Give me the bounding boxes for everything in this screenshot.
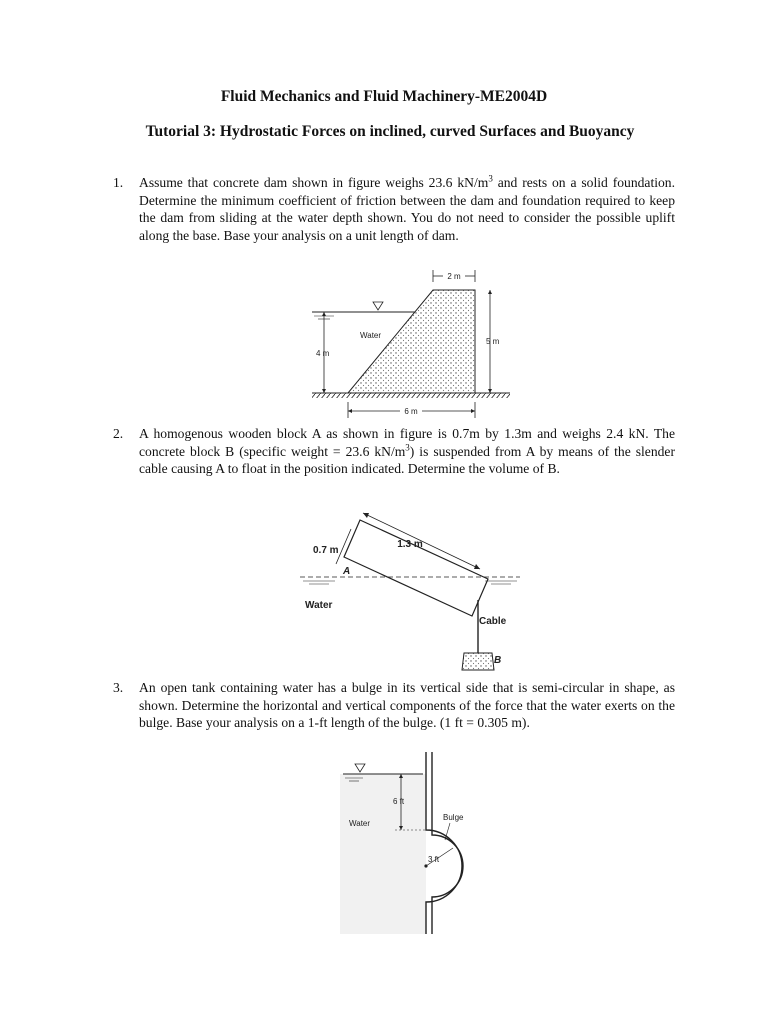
block-water-label: Water: [305, 600, 333, 611]
free-surface-icon: [373, 302, 383, 310]
floating-block-figure: [295, 510, 525, 675]
tank-wall-outer: [432, 752, 463, 934]
cable-label: Cable: [479, 616, 507, 627]
question-number: 3.: [113, 680, 124, 695]
block-a: [344, 520, 488, 616]
question-1: [113, 174, 675, 244]
course-title: Fluid Mechanics and Fluid Machinery-ME2004D: [220, 88, 548, 105]
question-number: 2.: [113, 426, 124, 441]
bulge-radius-label: 3 ft: [428, 855, 440, 864]
question-3: [113, 679, 675, 732]
tutorial-title: Tutorial 3: Hydrostatic Forces on inclined, curved Surfaces and Buoyancy: [145, 123, 635, 140]
question-text: A homogenous wooden block A as shown in figure is 0.7m by 1.3m and weighs 2.4 kN. The concrete block B (specific weight = 23.6 $kN/m^3$) is suspended from A by means of the slender cable causing A to float in the position indicated. Determine the volume of B.: [139, 426, 675, 477]
dam-top-width-label: 2 m: [447, 272, 461, 281]
question-number: 1.: [113, 175, 124, 190]
bulge-depth-label: 6 ft: [393, 797, 405, 806]
block-width-label: 0.7 m: [313, 545, 339, 556]
ground-hatch: [312, 393, 510, 398]
block-a-label: A: [343, 566, 351, 577]
dam-height-label: 5 m: [486, 337, 500, 346]
question-text: An open tank containing water has a bulge in its vertical side that is semi-circular in shape, as shown. Determine the horizontal and vertical components of the force that the water exerts on the bulge. Base your analysis on a 1-ft length of the bulge. (1 ft = 0.305 m).: [139, 680, 675, 731]
dam-depth-label: 4 m: [316, 349, 330, 358]
tank-water-label: Water: [349, 819, 371, 828]
dam-body: [348, 290, 475, 393]
dam-figure: [300, 262, 520, 422]
bulge-label: Bulge: [443, 813, 464, 822]
block-b: [462, 653, 494, 670]
block-b-label: B: [494, 655, 502, 666]
block-length-label: 1.3 m: [397, 539, 423, 550]
tank-bulge-figure: [335, 752, 485, 937]
dam-base-label: 6 m: [404, 407, 418, 416]
free-surface-icon: [355, 764, 365, 772]
question-2: [113, 425, 675, 478]
dam-water-label: Water: [360, 331, 382, 340]
question-text: Assume that concrete dam shown in figure weighs 23.6 $kN/m^3$ and rests on a solid foundation. Determine the minimum coefficient of friction between the dam and foundation required to keep the dam from sliding at the water depth shown. You do not need to consider the possible uplift along the base. Base your analysis on a unit length of dam.: [139, 173, 675, 243]
